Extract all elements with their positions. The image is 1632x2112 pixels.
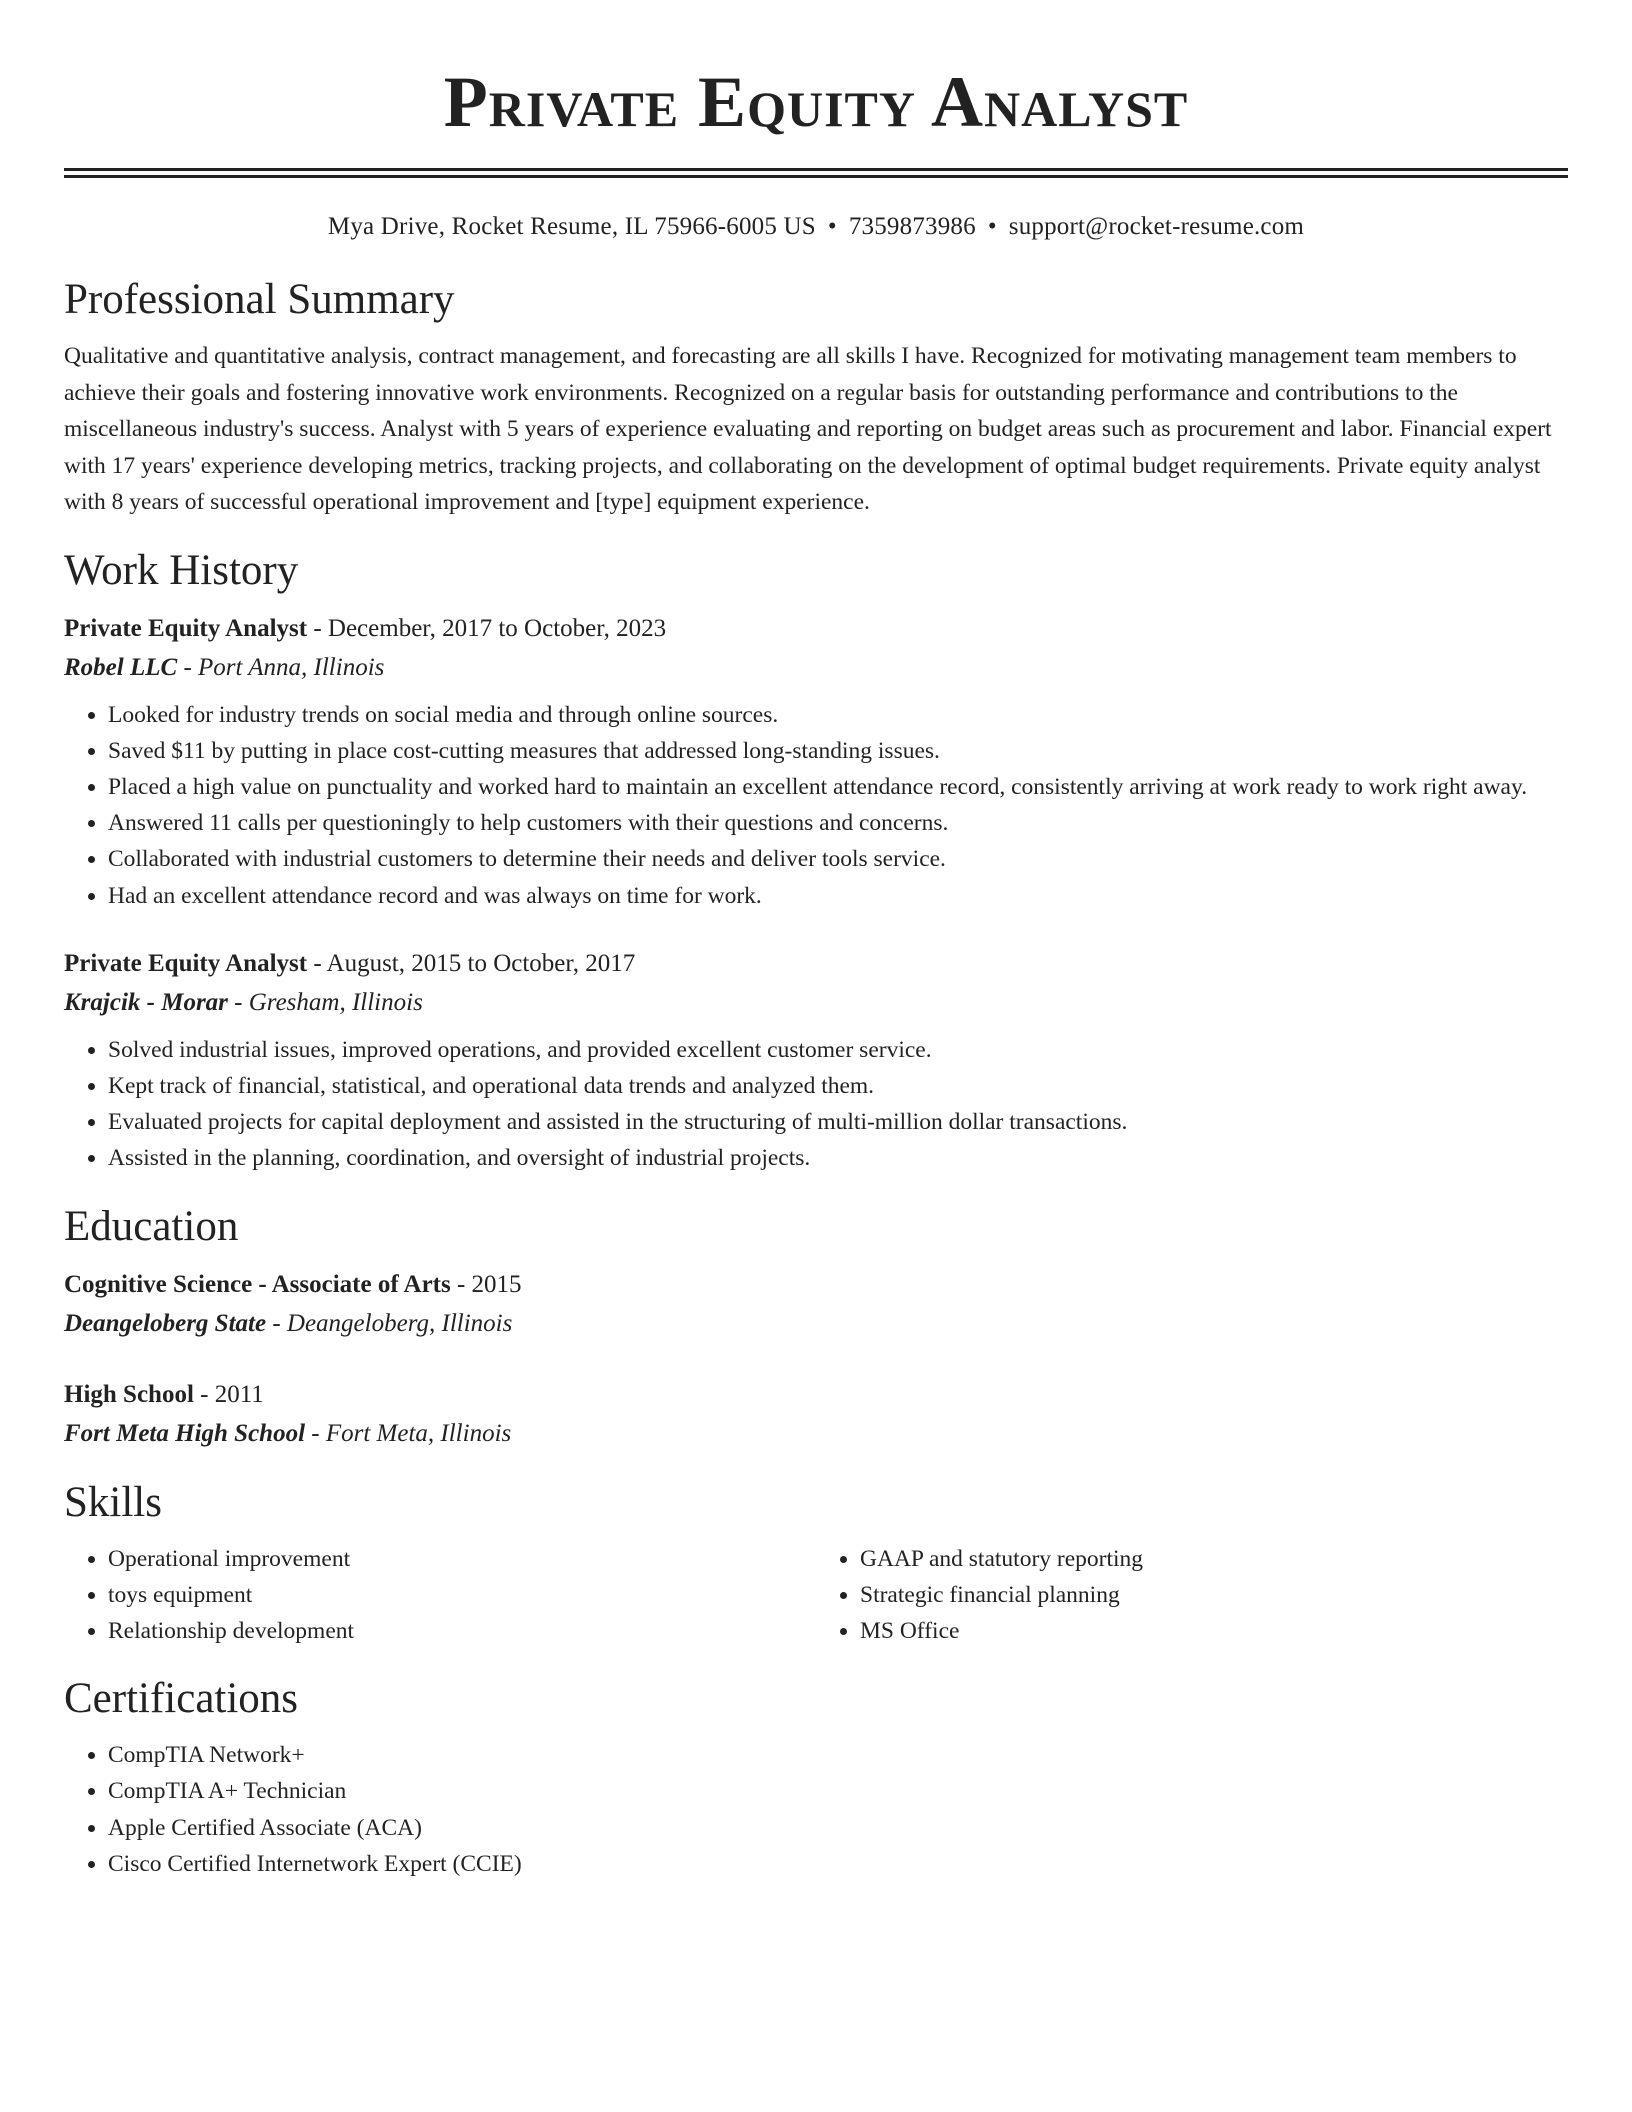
- skills-section: [64, 1475, 1568, 1650]
- education-year: - 2015: [450, 1270, 522, 1298]
- job-dates: - December, 2017 to October, 2023: [307, 614, 667, 642]
- job-company: Robel LLC: [64, 653, 178, 681]
- list-item: • Apple Certified Associate (ACA): [108, 1810, 1568, 1846]
- list-item: • Placed a high value on punctuality and worked hard to maintain an excellent attendance record, consistently arriving at work ready to work right away.: [108, 769, 1568, 805]
- list-item: • Assisted in the planning, coordination, and oversight of industrial projects.: [108, 1140, 1568, 1176]
- contact-phone: 7359873986: [848, 213, 976, 240]
- list-item: • MS Office: [860, 1613, 1568, 1649]
- education-school: Fort Meta High School: [64, 1419, 306, 1447]
- resume-name: Private Equity Analyst: [443, 62, 1189, 142]
- education-school: Deangeloberg State: [64, 1309, 267, 1337]
- list-item: • Operational improvement: [108, 1541, 816, 1577]
- list-item: • Cisco Certified Internetwork Expert (CCIE): [108, 1846, 1568, 1882]
- header-divider: [64, 168, 1568, 178]
- list-item: • Strategic financial planning: [860, 1577, 1568, 1613]
- education-section: [64, 1199, 1568, 1453]
- summary-section: [64, 272, 1568, 521]
- education-school-line: [64, 1414, 1568, 1453]
- education-degree: Cognitive Science - Associate of Arts: [64, 1270, 451, 1298]
- education-heading: [64, 1265, 1568, 1304]
- job-heading: [64, 944, 1568, 983]
- list-item: • Solved industrial issues, improved operations, and provided excellent customer service.: [108, 1032, 1568, 1068]
- summary-text: Qualitative and quantitative analysis, contract management, and forecasting are all skills I have. Recognized for motivating management team members to achieve their goals and fostering innovative work environments. Recognized on a regular basis for outstanding performance and contributions to the miscellaneous industry's success. Analyst with 5 years of experience evaluating and reporting on budget areas such as procurement and labor. Financial expert with 17 years' experience developing metrics, tracking projects, and collaborating on the development of optimal budget requirements. Private equity analyst with 8 years of successful operational improvement and [type] equipment experience.: [64, 343, 1552, 515]
- summary-title: Professional Summary: [64, 276, 455, 323]
- job-entry: [64, 609, 1568, 914]
- list-item: • GAAP and statutory reporting: [860, 1541, 1568, 1577]
- list-item: • Relationship development: [108, 1613, 816, 1649]
- job-bullets: [64, 1032, 1568, 1177]
- list-item: • CompTIA Network+: [108, 1737, 1568, 1773]
- work-history-title: Work History: [64, 546, 299, 594]
- job-role: Private Equity Analyst: [64, 614, 308, 642]
- education-location: - Deangeloberg, Illinois: [266, 1309, 513, 1337]
- contact-email: support@rocket-resume.com: [1008, 213, 1305, 240]
- certifications-section: [64, 1671, 1568, 1882]
- work-history-section: [64, 543, 1568, 1177]
- education-title: Education: [64, 1202, 239, 1250]
- job-location: - Gresham, Illinois: [227, 988, 423, 1016]
- list-item: • toys equipment: [108, 1577, 816, 1613]
- job-dates: - August, 2015 to October, 2017: [307, 949, 636, 977]
- contact-separator: •: [827, 213, 837, 240]
- education-entry: [64, 1375, 1568, 1453]
- skills-list-right: [816, 1541, 1568, 1650]
- education-heading: [64, 1375, 1568, 1414]
- certifications-title: Certifications: [64, 1675, 299, 1723]
- skills-title: Skills: [64, 1478, 162, 1526]
- list-item: • Collaborated with industrial customers to determine their needs and deliver tools service.: [108, 841, 1568, 877]
- job-company-line: [64, 983, 1568, 1022]
- list-item: • Kept track of financial, statistical, and operational data trends and analyzed them.: [108, 1068, 1568, 1104]
- list-item: • CompTIA A+ Technician: [108, 1773, 1568, 1809]
- list-item: • Answered 11 calls per questioningly to help customers with their questions and concerns.: [108, 805, 1568, 841]
- skills-list-left: [64, 1541, 816, 1650]
- education-year: - 2011: [193, 1380, 264, 1408]
- job-company-line: [64, 648, 1568, 687]
- education-degree: High School: [64, 1380, 194, 1408]
- education-school-line: [64, 1304, 1568, 1343]
- job-entry: [64, 944, 1568, 1177]
- education-location: - Fort Meta, Illinois: [305, 1419, 512, 1447]
- education-entry: [64, 1265, 1568, 1343]
- job-heading: [64, 609, 1568, 648]
- job-role: Private Equity Analyst: [64, 949, 308, 977]
- list-item: • Had an excellent attendance record and was always on time for work.: [108, 878, 1568, 914]
- job-location: - Port Anna, Illinois: [177, 653, 385, 681]
- contact-line: [64, 210, 1568, 244]
- certifications-list: [64, 1737, 1568, 1882]
- job-bullets: [64, 697, 1568, 914]
- list-item: • Looked for industry trends on social media and through online sources.: [108, 697, 1568, 733]
- list-item: • Saved $11 by putting in place cost-cutting measures that addressed long-standing issues.: [108, 733, 1568, 769]
- job-company: Krajcik - Morar: [64, 988, 228, 1016]
- contact-address: Mya Drive, Rocket Resume, IL 75966-6005 US: [327, 213, 816, 240]
- list-item: • Evaluated projects for capital deployment and assisted in the structuring of multi-million dollar transactions.: [108, 1104, 1568, 1140]
- contact-separator: •: [987, 213, 997, 240]
- skills-grid: [64, 1541, 1568, 1650]
